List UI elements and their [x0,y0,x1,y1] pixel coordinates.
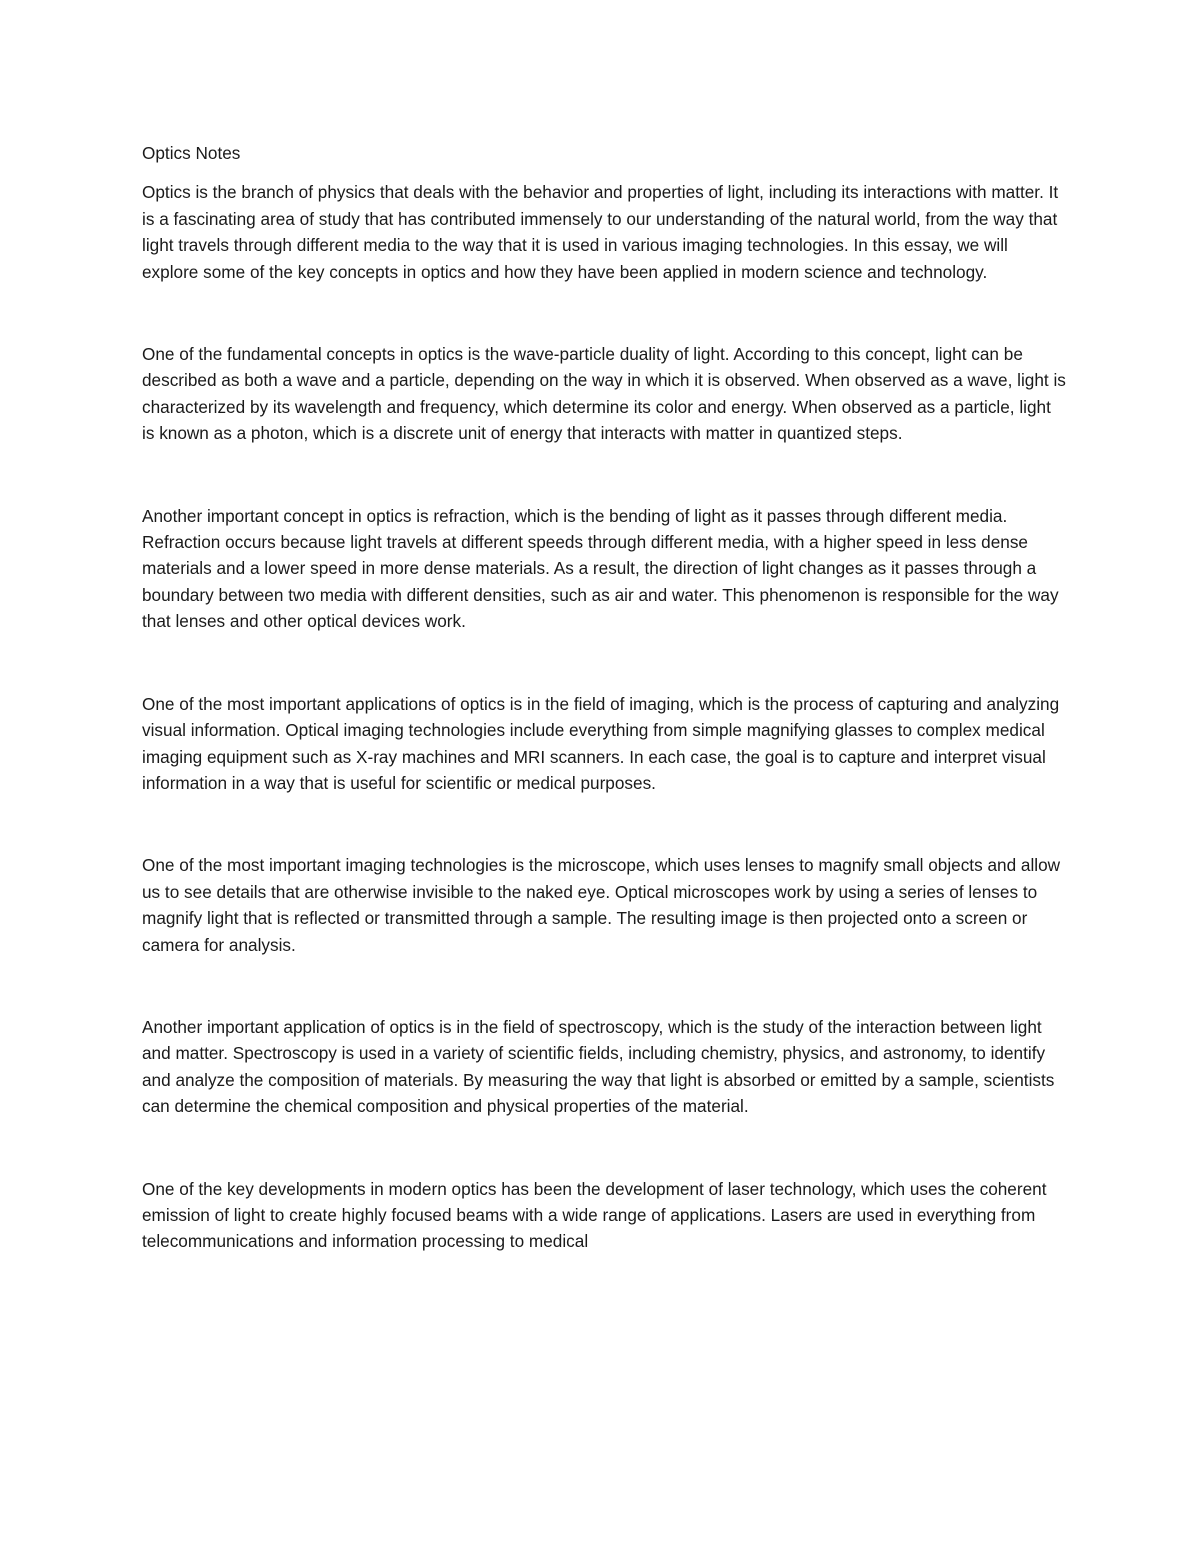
paragraph-refraction: Another important concept in optics is refraction, which is the bending of light as it passes through different media. Refraction occurs because light travels at different speeds through different media, with a higher speed in less dense materials and a lower speed in more dense materials. As a result, the direction of light changes as it passes through a boundary between two media with different densities, such as air and water. This phenomenon is responsible for the way that lenses and other optical devices work. [142,505,1059,632]
paragraph-lasers: One of the key developments in modern optics has been the development of laser technology, which uses the coherent emission of light to create highly focused beams with a wide range of applications. Lasers are used in everything from telecommunications and information processing to medical [142,1178,1047,1252]
document-body [142,140,1067,1255]
paragraph-wave-particle-duality: One of the fundamental concepts in optics is the wave-particle duality of light. According to this concept, light can be described as both a wave and a particle, depending on the way in which it is observed. When observed as a wave, light is characterized by its wavelength and frequency, which determine its color and energy. When observed as a particle, light is known as a photon, which is a discrete unit of energy that interacts with matter in quantized steps. [142,344,1066,444]
paragraph-introduction: Optics is the branch of physics that deals with the behavior and properties of light, including its interactions with matter. It is a fascinating area of study that has contributed immensely to our understanding of the natural world, from the way that light travels through different media to the way that it is used in various imaging technologies. In this essay, we will explore some of the key concepts in optics and how they have been applied in modern science and technology. [142,182,1059,282]
paragraph-spectroscopy: Another important application of optics is in the field of spectroscopy, which is the study of the interaction between light and matter. Spectroscopy is used in a variety of scientific fields, including chemistry, physics, and astronomy, to identify and analyze the composition of materials. By measuring the way that light is absorbed or emitted by a sample, scientists can determine the chemical composition and physical properties of the material. [142,1016,1055,1117]
paragraph-microscope: One of the most important imaging technologies is the microscope, which uses lenses to magnify small objects and allow us to see details that are otherwise invisible to the naked eye. Optical microscopes work by using a series of lenses to magnify light that is reflected or transmitted through a sample. The resulting image is then projected onto a screen or camera for analysis. [142,855,1061,955]
paragraph-imaging: One of the most important applications of optics is in the field of imaging, which is the process of capturing and analyzing visual information. Optical imaging technologies include everything from simple magnifying glasses to complex medical imaging equipment such as X-ray machines and MRI scanners. In each case, the goal is to capture and interpret visual information in a way that is useful for scientific or medical purposes. [142,693,1060,793]
document-title: Optics Notes [142,143,241,163]
